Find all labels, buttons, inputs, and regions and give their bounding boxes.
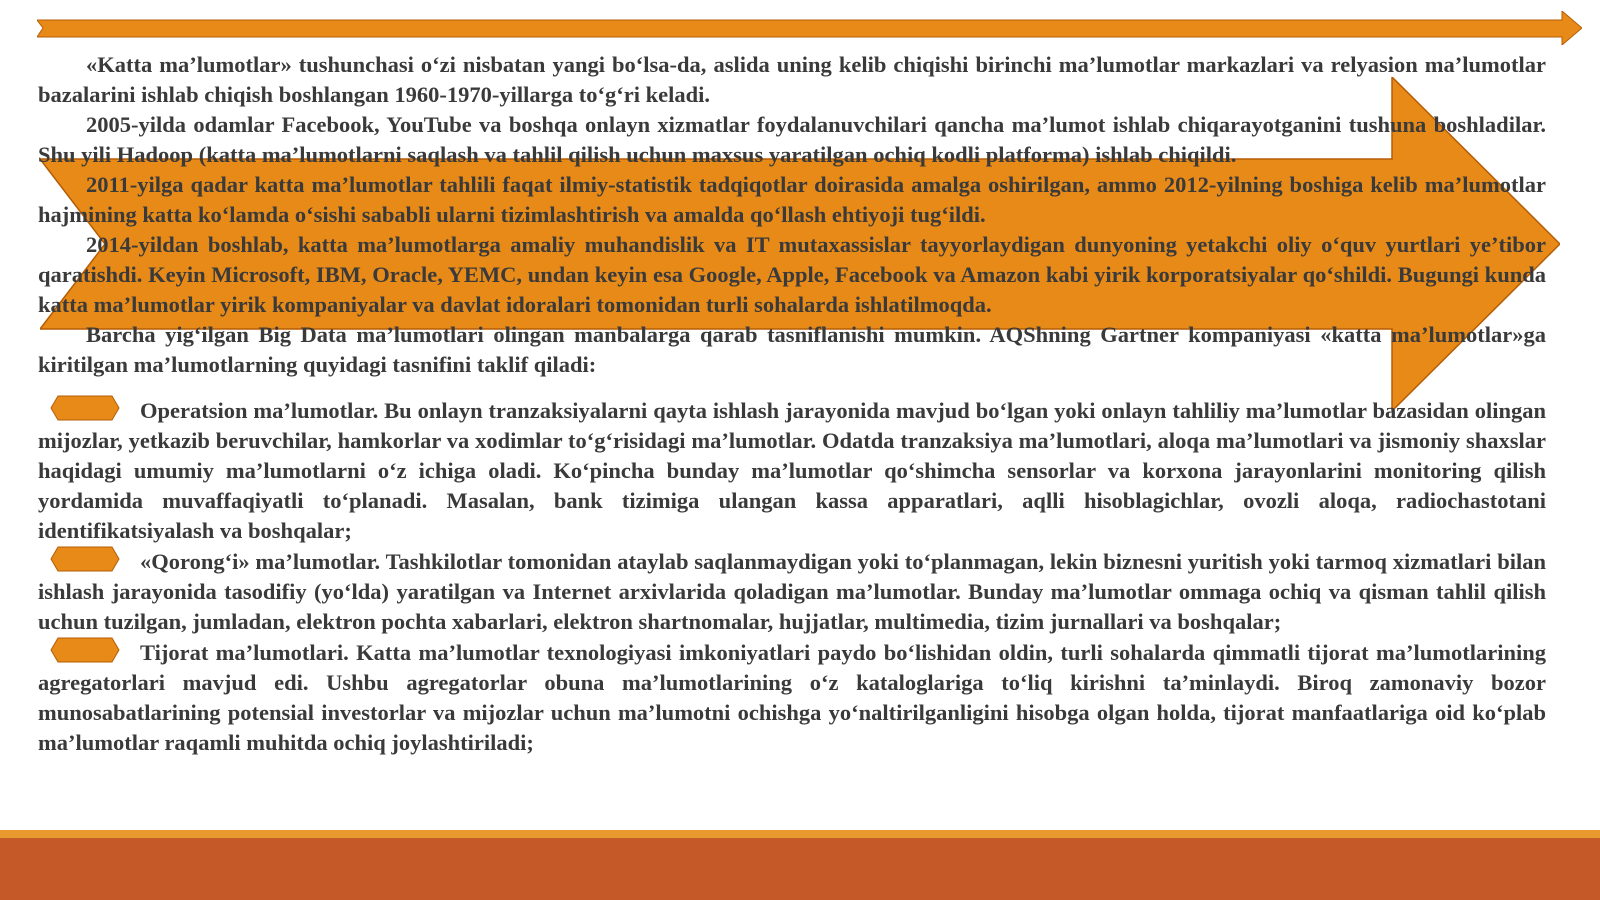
classification-list [38, 395, 1546, 758]
hexagon-bullet-icon [50, 637, 120, 663]
list-item-text: Tijorat ma’lumotlari. Katta ma’lumotlar texnologiyasi imkoniyatlari paydo bo‘lishidan oldin, turli sohalarda qimmatli tijorat ma’lumotlarining agregatorlari mavjud edi. Ushbu agregatorlar obuna ma’lumotlarining o‘z kataloglariga to‘liq kirishni ta’minlaydi. Biroq zamonaviy bozor munosabatlarining potensial investorlar va mijozlar uchun ma’lumotni ochishga yo‘naltirilganligini hisobga olgan holda, tijorat manfaatlariga oid ko‘plab ma’lumotlar raqamli muhitda ochiq joylashtiriladi; [38, 640, 1546, 755]
top-arrow-banner [37, 11, 1582, 45]
footer-stripe [0, 830, 1600, 838]
hexagon-bullet-icon [50, 395, 120, 421]
document-body [38, 50, 1546, 758]
list-item-operational [38, 395, 1546, 546]
list-item-text: Operatsion ma’lumotlar. Bu onlayn tranzaksiyalarni qayta ishlash jarayonida mavjud bo‘lgan yoki onlayn tahliliy ma’lumotlar bazasidan olingan mijozlar, yetkazib beruvchilar, hamkorlar va xodimlar to‘g‘risidagi ma’lumotlar. Odatda tranzaksiya ma’lumotlari, aloqa ma’lumotlari va jismoniy shaxslar haqidagi umumiy ma’lumotlarni o‘z ichiga oladi. Ko‘pincha bunday ma’lumotlar qo‘shimcha sensorlar va korxona jarayonlarini monitoring qilish yordamida muvaffaqiyatli to‘planadi. Masalan, bank tizimiga ulangan kassa apparatlari, aqlli hisoblagichlar, ovozli aloqa, radiochastotani identifikatsiyalash va boshqalar; [38, 398, 1546, 543]
paragraph-2005: 2005-yilda odamlar Facebook, YouTube va boshqa onlayn xizmatlar foydalanuvchilari qancha ma’lumot ishlab chiqarayotganini tushuna boshladilar. Shu yili Hadoop (katta ma’lumotlarni saqlash va tahlil qilish uchun maxsus yaratilgan ochiq kodli platforma) ishlab chiqildi. [38, 112, 1546, 167]
paragraph-classification: Barcha yig‘ilgan Big Data ma’lumotlari olingan manbalarga qarab tasniflanishi mumkin. AQShning Gartner kompaniyasi «katta ma’lumotlar»ga kiritilgan ma’lumotlarning quyidagi tasnifini taklif qiladi: [38, 322, 1546, 377]
list-item-text: «Qorong‘i» ma’lumotlar. Tashkilotlar tomonidan ataylab saqlanmaydigan yoki to‘planmagan, lekin biznesni yuritish yoki tarmoq xizmatlari bilan ishlash jarayonida tasodifiy (yo‘lda) yaratilgan va Internet arxivlarida qoladigan ma’lumotlar. Bunday ma’lumotlar ommaga ochiq va qisman tahlil qilish uchun tuzilgan, jumladan, elektron pochta xabarlari, elektron shartnomalar, hujjatlar, multimedia, tizim jurnallari va boshqalar; [38, 549, 1546, 634]
paragraph-origin: «Katta ma’lumotlar» tushunchasi o‘zi nisbatan yangi bo‘lsa-da, aslida uning kelib chiqishi birinchi ma’lumotlar markazlari va relyasion ma’lumotlar bazalarini ishlab chiqish boshlangan 1960-1970-yillarga to‘g‘ri keladi. [38, 52, 1546, 107]
paragraph-2011: 2011-yilga qadar katta ma’lumotlar tahlili faqat ilmiy-statistik tadqiqotlar doirasida amalga oshirilgan, ammo 2012-yilning boshiga kelib ma’lumotlar hajmining katta ko‘lamda o‘sishi sababli ularni tizimlashtirish va amalda qo‘llash ehtiyoji tug‘ildi. [38, 172, 1546, 227]
hexagon-bullet-icon [50, 546, 120, 572]
top-arrow-shape [37, 11, 1582, 45]
list-item-dark-data [38, 546, 1546, 637]
paragraph-2014: 2014-yildan boshlab, katta ma’lumotlarga amaliy muhandislik va IT mutaxassislar tayyorlaydigan dunyoning yetakchi oliy o‘quv yurtlari ye’tibor qaratishdi. Keyin Microsoft, IBM, Oracle, YEMC, undan keyin esa Google, Apple, Facebook va Amazon kabi yirik korporatsiyalar qo‘shildi. Bugungi kunda katta ma’lumotlar yirik kompaniyalar va davlat idoralari tomonidan turli sohalarda ishlatilmoqda. [38, 232, 1546, 317]
list-item-commercial [38, 637, 1546, 758]
footer-bar [0, 838, 1600, 900]
